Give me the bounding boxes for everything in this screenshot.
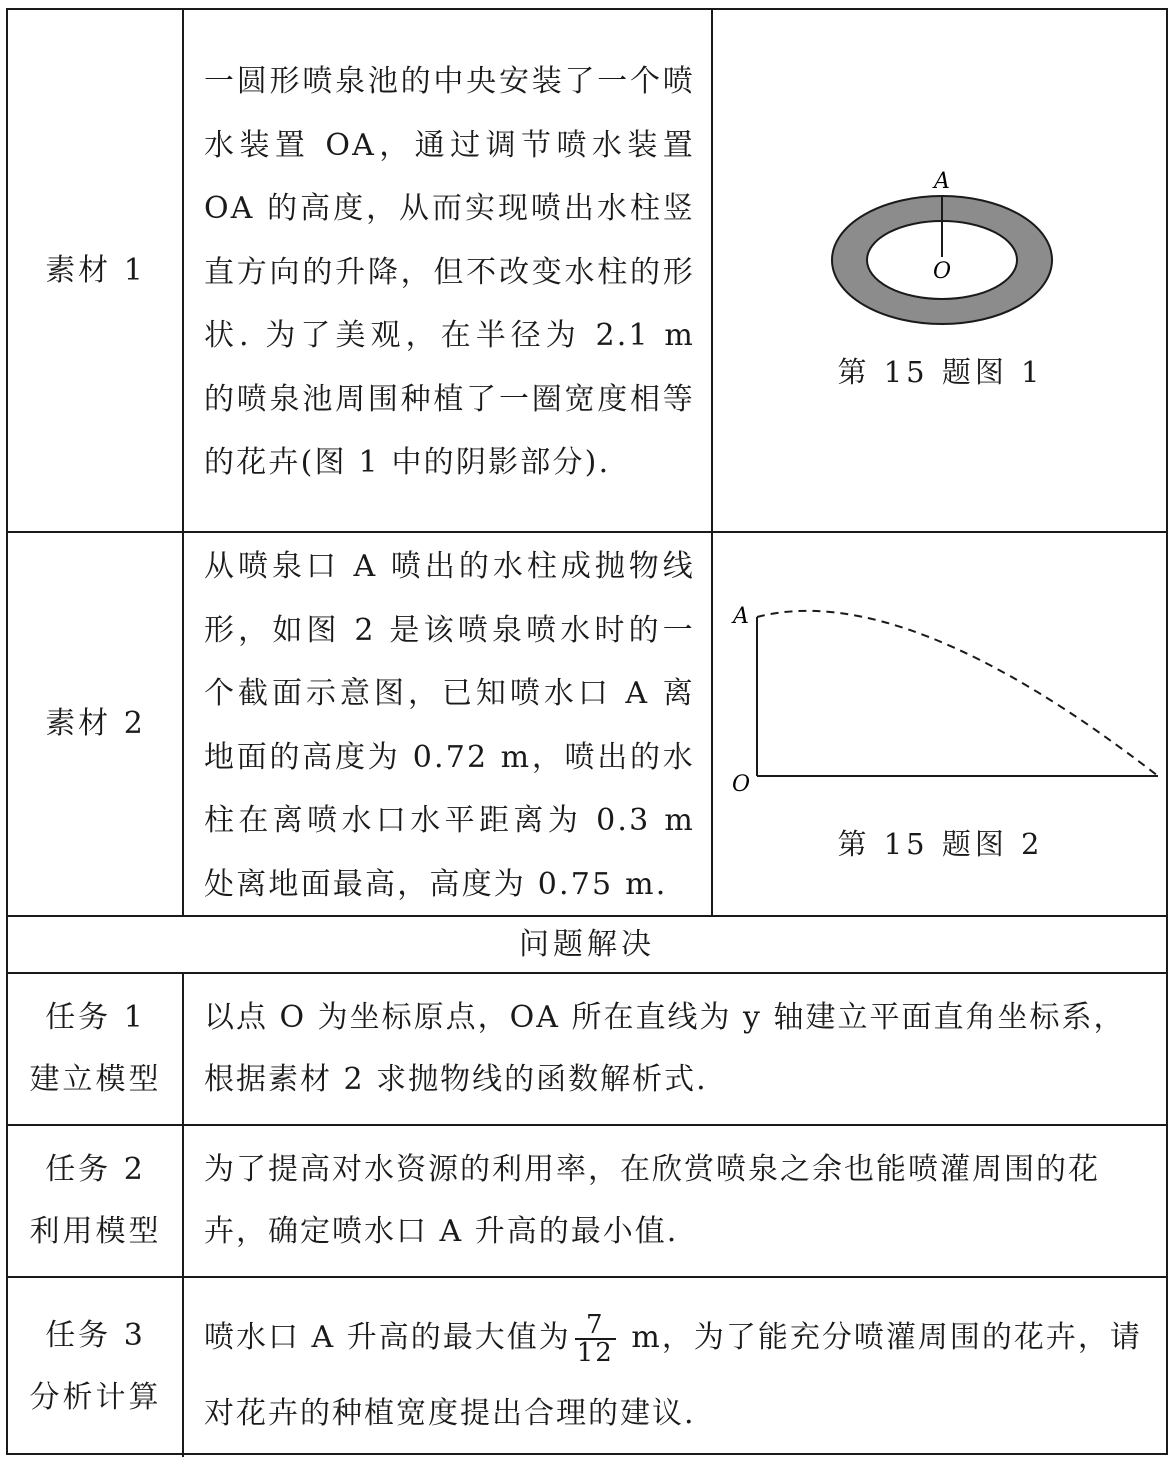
fraction-numerator: 7 (575, 1312, 616, 1340)
figure1 (713, 10, 1168, 531)
fraction (575, 1312, 616, 1366)
task1-label-line2: 建立模型 (29, 1062, 162, 1097)
task3-text-before: 喷水口 A 升高的最大值为 (204, 1320, 571, 1355)
label-a: A (733, 604, 749, 629)
task1-text: 以点 O 为坐标原点，OA 所在直线为 y 轴建立平面直角坐标系，根据素材 2 求抛物线的函数解析式. (204, 1000, 1126, 1097)
figure1-caption: 第 15 题图 1 (837, 355, 1044, 389)
figure2-caption: 第 15 题图 2 (837, 827, 1044, 861)
task2-label (8, 1126, 183, 1276)
task1-label (8, 974, 183, 1124)
fraction-denominator: 12 (576, 1338, 614, 1368)
figure2 (713, 533, 1168, 915)
material1-label: 素材 1 (45, 252, 146, 288)
material2-label: 素材 2 (45, 706, 146, 741)
label-a: A (934, 169, 950, 194)
task2-text: 为了提高对水资源的利用率，在欣赏喷泉之余也能喷灌周围的花卉，确定喷水口 A 升高的最小值. (204, 1152, 1100, 1249)
task3-label (8, 1278, 183, 1455)
label-o: O (932, 259, 952, 284)
task3-text-after: m，为了能充分喷灌周围的花卉，请对花卉的种植宽度提出合理的建议. (204, 1320, 1142, 1431)
task3-label-line2: 分析计算 (29, 1379, 162, 1415)
material2-text: 从喷泉口 A 喷出的水柱成抛物线形，如图 2 是该喷泉喷水时的一个截面示意图，已知喷水口 A 离地面的高度为 0.72 m，喷出的水柱在离喷水口水平距离为 0.3 m 处离地面最高，高度为 0.75 m. (204, 549, 695, 902)
task2-label-line2: 利用模型 (29, 1214, 162, 1249)
figure1-diagram (713, 10, 1168, 531)
label-o: O (731, 772, 751, 797)
task2-label-line1: 任务 2 (45, 1152, 146, 1187)
task3-label-line1: 任务 3 (45, 1317, 146, 1353)
water-parabola (757, 611, 1158, 776)
task3-text (184, 1300, 1168, 1452)
task1-label-line1: 任务 1 (45, 1000, 146, 1035)
material1-text: 一圆形喷泉池的中央安装了一个喷水装置 OA，通过调节喷水装置 OA 的高度，从而实现喷出水柱竖直方向的升降，但不改变水柱的形状. 为了美观，在半径为 2.1 m 的喷泉池周围种植了一圈宽度相等的花卉(图 1 中的阴影部分). (204, 64, 695, 480)
problem-table (6, 8, 1168, 1455)
section-title: 问题解决 (519, 926, 655, 962)
